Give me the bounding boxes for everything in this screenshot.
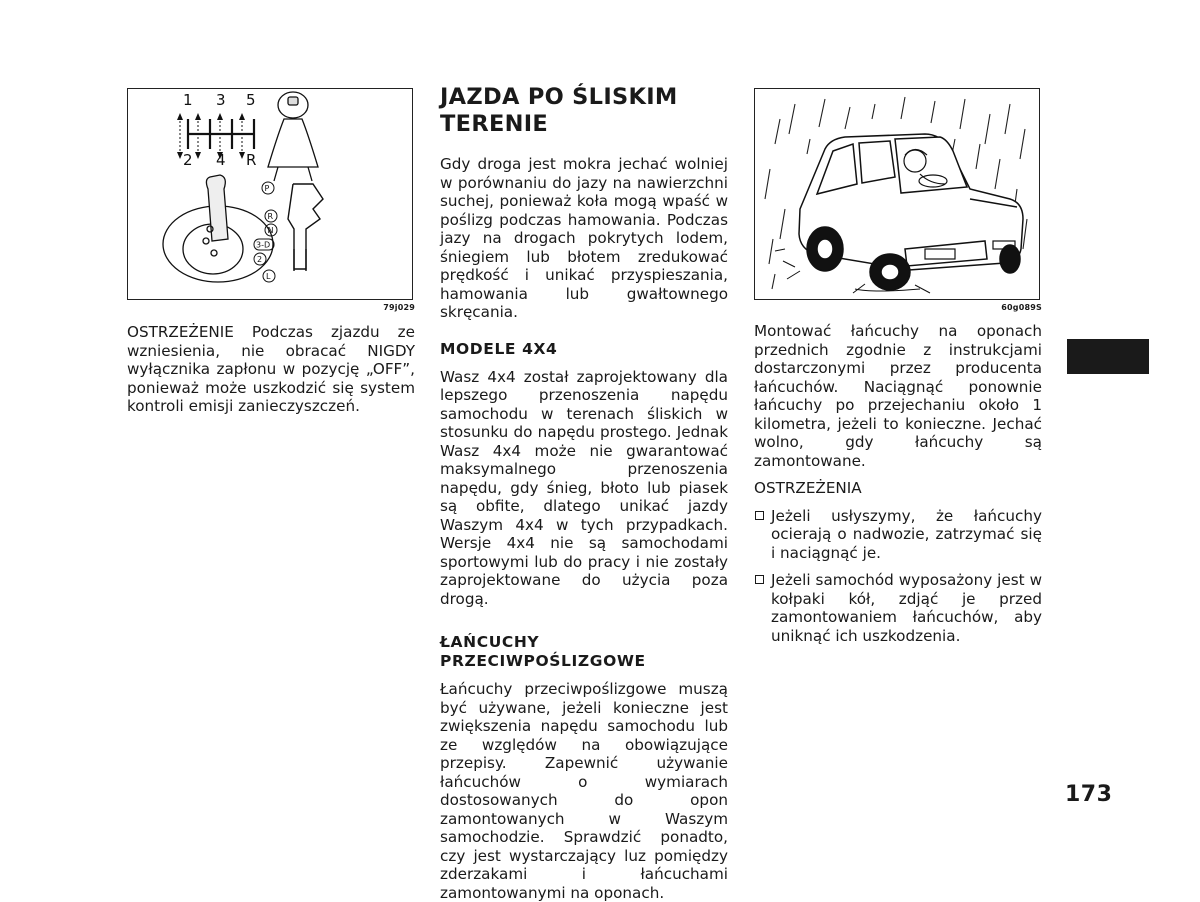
checkbox-bullet-icon xyxy=(755,511,764,520)
section-thumb-tab xyxy=(1067,339,1149,374)
gear-label-top: 1 xyxy=(183,91,193,109)
warning-bullet xyxy=(754,571,1042,645)
heading-4x4: MODELE 4X4 xyxy=(440,339,558,358)
page-number: 173 xyxy=(1065,782,1113,807)
warning-bullet xyxy=(754,507,1042,563)
gearshift-illustration xyxy=(128,89,413,300)
gear-label-bottom: R xyxy=(246,151,257,169)
gear-label-top: 5 xyxy=(246,91,256,109)
figure-code: 79j029 xyxy=(383,303,415,312)
heading-snow-chains xyxy=(440,633,728,671)
bullet-text: Jeżeli samochód wyposażony jest w kołpaki kół, zdjąć je przed zamontowaniem łańcuchów, aby uniknąć ich uszkodzenia. xyxy=(771,571,1042,645)
car-rain-figure xyxy=(754,88,1040,300)
warnings-heading: OSTRZEŻENIA xyxy=(754,479,862,497)
figure-code: 60g089S xyxy=(1001,303,1042,312)
gear-label-bottom: 2 xyxy=(183,151,193,169)
slippery-paragraph: Gdy droga jest mokra jechać wolniej w porównaniu do jazy na nawierzchni suchej, ponieważ koła mogą wpaść w poślizg podczas hamowania. Podczas jazy na drogach pokrytych lodem, śniegiem lub błotem zredukować prędkość i unikać przyspieszania, hamowania lub gwałtownego skręcania. xyxy=(440,155,728,321)
auto-label: N xyxy=(267,226,274,235)
gear-label-top: 3 xyxy=(216,91,226,109)
auto-label: 2 xyxy=(257,255,263,264)
checkbox-bullet-icon xyxy=(755,575,764,584)
auto-label: L xyxy=(266,272,271,281)
bullet-text: Jeżeli usłyszymy, że łańcuchy ocierają o nadwozie, zatrzymać się i naciągnąć je. xyxy=(771,506,1042,562)
auto-label: R xyxy=(267,212,274,221)
heading-line: PRZECIWPOŚLIZGOWE xyxy=(440,652,646,670)
right-column xyxy=(754,88,1042,654)
auto-label: P xyxy=(264,184,270,193)
heading-line: ŁAŃCUCHY xyxy=(440,633,540,651)
heading-line: JAZDA PO ŚLISKIM xyxy=(440,84,678,110)
paragraph-4x4: Wasz 4x4 został zaprojektowany dla lepszego przenoszenia napędu samochodu w terenach śliskich w stosunku do napędu prostego. Jednak Wasz 4x4 może nie gwarantować maksymalnego przenoszenia napędu, gdy śnieg, błoto lub piasek są obfite, dlatego unikać jazdy Waszym 4x4 w tych przypadkach. Wersje 4x4 nie są samochodami sportowymi lub do pracy i nie zostały zaprojektowane do użycia poza drogą. xyxy=(440,367,728,608)
middle-column xyxy=(440,84,728,902)
engine-warning-text: OSTRZEŻENIE Podczas zjazdu ze wzniesienia, nie obracać NIGDY wyłącznika zapłonu w pozycję „OFF”, ponieważ może uszkodzić się system kontroli emisji zanieczyszczeń. xyxy=(127,323,415,415)
auto-label: 3-D xyxy=(256,240,271,250)
chains-mount-paragraph: Montować łańcuchy na oponach przednich zgodnie z instrukcjami dostarczonymi przez producenta łańcuchów. Naciągnąć ponownie łańcuchy po przejechaniu około 1 kilometra, jeżeli to konieczne. Jechać wolno, gdy łańcuchy są zamontowane. xyxy=(754,322,1042,470)
left-column xyxy=(127,88,415,416)
gear-label-bottom: 4 xyxy=(216,151,226,169)
gearshift-figure xyxy=(127,88,413,300)
heading-slippery-terrain xyxy=(440,84,728,138)
car-in-rain-illustration xyxy=(755,89,1040,300)
snow-chains-paragraph: Łańcuchy przeciwpoślizgowe muszą być używane, jeżeli konieczne jest zwiększenia napędu samochodu lub ze względów na obowiązujące przepisy. Zapewnić używanie łańcuchów o wymiarach dostosowanych do opon zamontowanych w Waszym samochodzie. Sprawdzić ponadto, czy jest wystarczający luz pomiędzy zderzakami i łańcuchami zamontowanymi na oponach. xyxy=(440,680,728,902)
heading-line: TERENIE xyxy=(440,111,549,137)
